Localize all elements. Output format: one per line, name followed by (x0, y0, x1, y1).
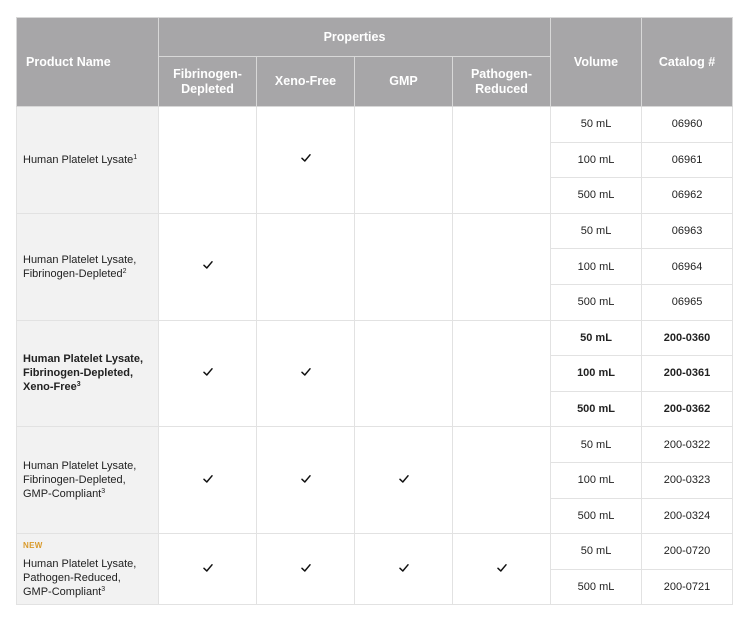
footnote-ref: 1 (133, 153, 138, 161)
product-name-line: Pathogen-Reduced, (23, 572, 121, 585)
header-product-name: Product Name (17, 18, 159, 107)
checkmark-icon (203, 367, 213, 377)
header-properties: Properties (159, 18, 551, 57)
volume-cell: 100 mL (551, 249, 642, 285)
checkmark-icon (399, 563, 409, 573)
checkmark-icon (301, 563, 311, 573)
header-gmp: GMP (355, 57, 453, 107)
footnote-ref: 3 (101, 586, 106, 594)
property-cell-fibrinogen-depleted (159, 213, 257, 320)
product-name-line: Fibrinogen-Depleted, (23, 367, 133, 380)
checkmark-icon (203, 260, 213, 270)
footnote-ref: 3 (101, 488, 106, 496)
header-volume: Volume (551, 18, 642, 107)
product-name-line: Human Platelet Lysate, (23, 353, 144, 366)
volume-cell: 500 mL (551, 498, 642, 534)
volume-cell: 50 mL (551, 213, 642, 249)
product-name-line: Xeno-Free (23, 381, 77, 394)
header-xeno-free: Xeno-Free (257, 57, 355, 107)
volume-cell: 100 mL (551, 142, 642, 178)
catalog-cell: 06961 (642, 142, 733, 178)
property-cell-gmp (355, 213, 453, 320)
catalog-cell: 200-0362 (642, 391, 733, 427)
property-cell-xeno-free (257, 107, 355, 214)
property-cell-fibrinogen-depleted (159, 427, 257, 534)
property-cell-fibrinogen-depleted (159, 320, 257, 427)
product-name-line: Human Platelet Lysate, (23, 253, 137, 266)
catalog-cell: 200-0721 (642, 569, 733, 605)
property-cell-gmp (355, 107, 453, 214)
volume-cell: 500 mL (551, 284, 642, 320)
volume-cell: 500 mL (551, 569, 642, 605)
checkmark-icon (203, 563, 213, 573)
catalog-cell: 200-0322 (642, 427, 733, 463)
catalog-cell: 06965 (642, 284, 733, 320)
property-cell-pathogen-reduced (453, 107, 551, 214)
volume-cell: 50 mL (551, 534, 642, 570)
checkmark-icon (203, 474, 213, 484)
table-row (17, 427, 733, 463)
property-cell-pathogen-reduced (453, 534, 551, 605)
header-fibrinogen-depleted: Fibrinogen-Depleted (159, 57, 257, 107)
property-cell-xeno-free (257, 427, 355, 534)
volume-cell: 50 mL (551, 320, 642, 356)
table-row (17, 213, 733, 249)
checkmark-icon (399, 474, 409, 484)
property-cell-xeno-free (257, 213, 355, 320)
catalog-cell: 200-0360 (642, 320, 733, 356)
checkmark-icon (497, 563, 507, 573)
product-name-cell (17, 427, 159, 534)
product-name-cell (17, 320, 159, 427)
property-cell-fibrinogen-depleted (159, 534, 257, 605)
property-cell-gmp (355, 427, 453, 534)
footnote-ref: 3 (76, 381, 81, 389)
catalog-cell: 200-0720 (642, 534, 733, 570)
product-name-line: Fibrinogen-Depleted, (23, 474, 126, 487)
property-cell-xeno-free (257, 534, 355, 605)
product-name-line: Human Platelet Lysate (23, 153, 134, 166)
property-cell-pathogen-reduced (453, 213, 551, 320)
table-row (17, 534, 733, 570)
catalog-cell: 06963 (642, 213, 733, 249)
volume-cell: 50 mL (551, 427, 642, 463)
volume-cell: 100 mL (551, 462, 642, 498)
volume-cell: 500 mL (551, 178, 642, 214)
volume-cell: 500 mL (551, 391, 642, 427)
catalog-cell: 06964 (642, 249, 733, 285)
property-cell-xeno-free (257, 320, 355, 427)
footnote-ref: 2 (122, 267, 127, 275)
table-row (17, 320, 733, 356)
product-name-cell (17, 213, 159, 320)
header-catalog: Catalog # (642, 18, 733, 107)
product-name-line: Human Platelet Lysate, (23, 558, 137, 571)
property-cell-gmp (355, 534, 453, 605)
product-table (16, 17, 733, 605)
catalog-cell: 200-0361 (642, 356, 733, 392)
property-cell-pathogen-reduced (453, 427, 551, 534)
product-name-line: GMP-Compliant (23, 586, 102, 599)
header-pathogen-reduced: Pathogen-Reduced (453, 57, 551, 107)
catalog-cell: 06960 (642, 107, 733, 143)
product-table-body (17, 107, 733, 605)
new-badge: NEW (23, 541, 43, 551)
checkmark-icon (301, 367, 311, 377)
product-name-cell (17, 107, 159, 214)
volume-cell: 50 mL (551, 107, 642, 143)
checkmark-icon (301, 474, 311, 484)
product-name-line: Fibrinogen-Depleted (23, 267, 123, 280)
catalog-cell: 200-0324 (642, 498, 733, 534)
checkmark-icon (301, 153, 311, 163)
catalog-cell: 200-0323 (642, 462, 733, 498)
property-cell-fibrinogen-depleted (159, 107, 257, 214)
catalog-cell: 06962 (642, 178, 733, 214)
volume-cell: 100 mL (551, 356, 642, 392)
property-cell-pathogen-reduced (453, 320, 551, 427)
product-name-line: Human Platelet Lysate, (23, 460, 137, 473)
table-row (17, 107, 733, 143)
property-cell-gmp (355, 320, 453, 427)
product-name-cell (17, 534, 159, 605)
product-table-container (16, 17, 732, 605)
product-name-line: GMP-Compliant (23, 488, 102, 501)
